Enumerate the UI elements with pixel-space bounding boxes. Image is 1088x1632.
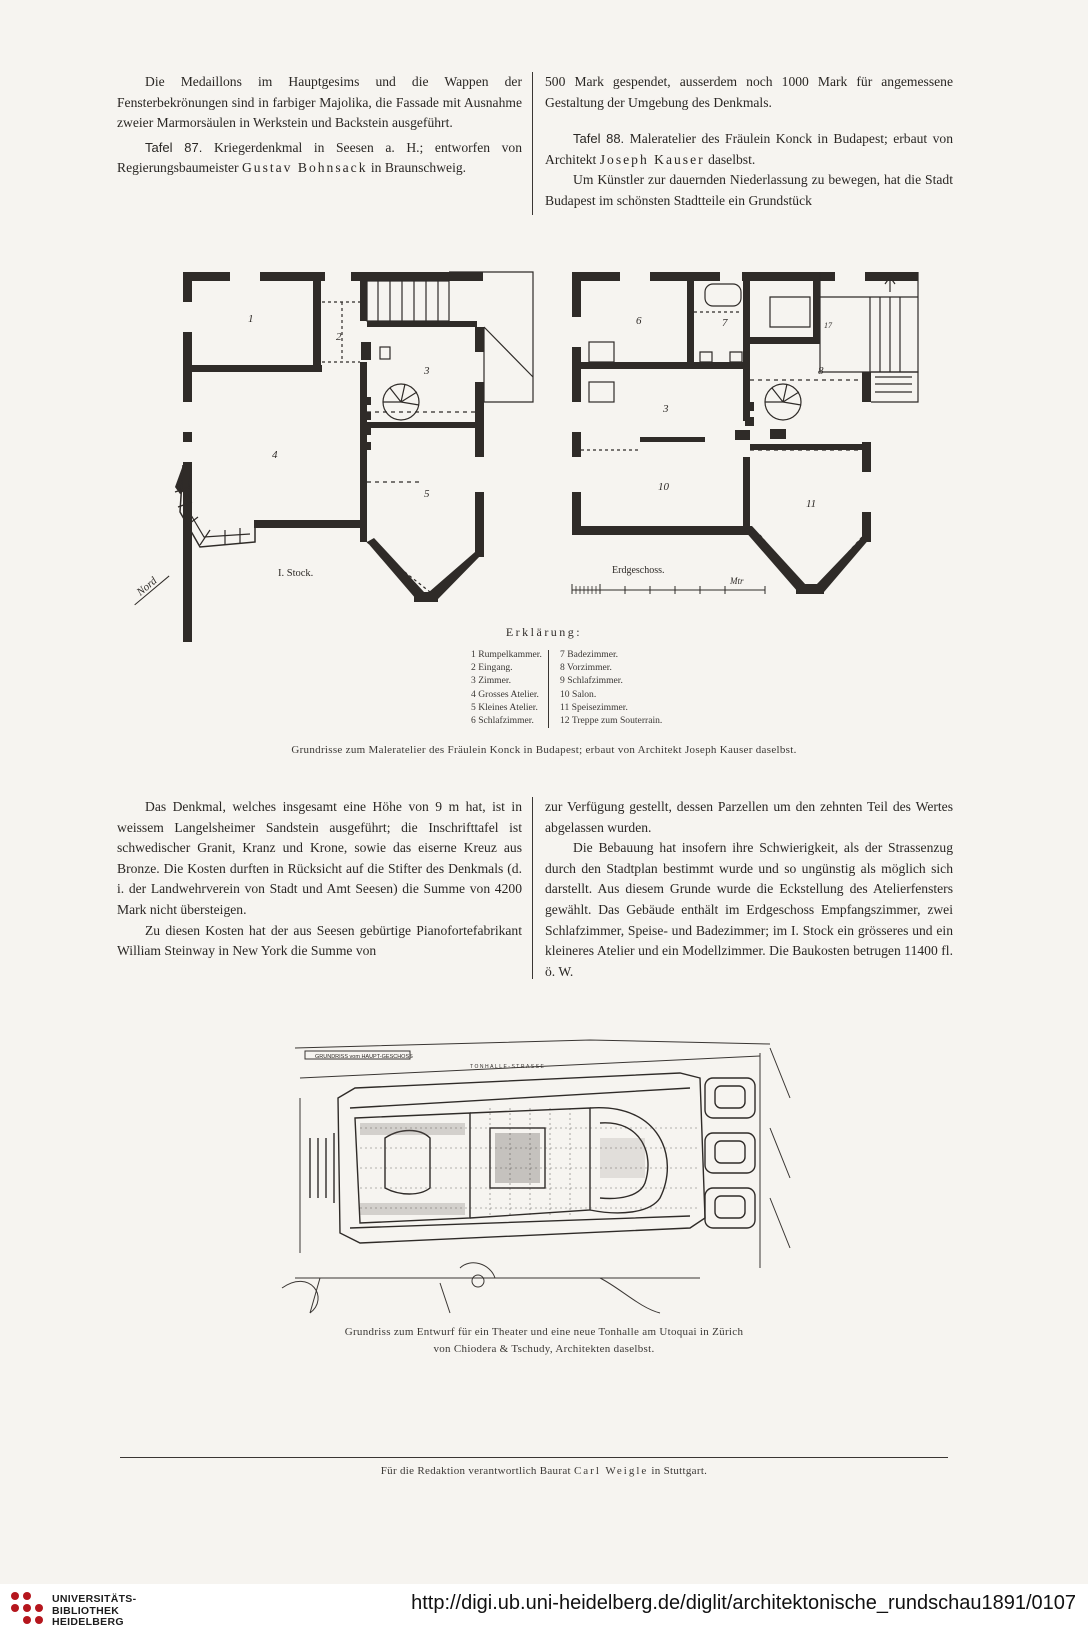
text: in Braunschweig.	[370, 160, 467, 176]
legend-item: 9 Schlafzimmer.	[560, 675, 623, 687]
middle-right-column	[545, 797, 953, 982]
room-number: 4	[272, 449, 278, 461]
paragraph: Die Bebauung hat insofern ihre Schwierigkeit, als der Strassenzug durch den Stadtplan bestimmt wurde und so ungünstig als möglich sich darstellt. Aus diesem Grunde wurde die Eckstellung des Atelierfensters gewählt. Das Gebäude enthält im Erdgeschoss Empfangszimmer, zwei Schlafzimmer, Speise- und Badezimmer; im I. Stock ein grösseres und ein kleineres Atelier und ein Modellzimmer. Die Baukosten betrugen 11400 fl. ö. W.	[545, 840, 953, 979]
plan-label: I. Stock.	[278, 568, 314, 579]
person-name: Carl Weigle	[573, 1465, 649, 1477]
legend-item: 12 Treppe zum Souterrain.	[560, 715, 663, 727]
person-name: Gustav Bohnsack	[241, 160, 368, 176]
room-number: 8	[818, 365, 824, 377]
logo-line: UNIVERSITÄTS-	[52, 1593, 137, 1605]
legend-item: 7 Badezimmer.	[560, 649, 619, 660]
room-number: 1	[248, 313, 254, 325]
floor-plans	[0, 262, 1088, 642]
person-name: Joseph Kauser	[599, 151, 705, 167]
paragraph	[117, 138, 522, 179]
paragraph	[545, 129, 953, 170]
legend-item: 8 Vorzimmer.	[560, 662, 612, 674]
logo-line: BIBLIOTHEK	[52, 1604, 120, 1617]
room-number: 10	[658, 481, 669, 493]
north-arrow	[127, 567, 169, 605]
legend-left	[471, 648, 542, 727]
paragraph: Die Medaillons im Hauptgesims und die Wappen der Fensterbekrönungen sind in farbiger Majolika, die Fassade mit Ausnahme zweier Marmorsäulen in Werkstein und Backstein ausgeführt.	[117, 74, 522, 131]
room-number: 6	[636, 315, 642, 327]
room-number: 7	[722, 317, 728, 329]
legend-item: 1 Rumpelkammer.	[471, 649, 542, 660]
paragraph: 500 Mark gespendet, ausserdem noch 1000 Mark für angemessene Gestaltung der Umgebung des Denkmals.	[545, 74, 953, 110]
top-left-column	[117, 72, 522, 179]
room-number: 17	[824, 321, 832, 330]
site-plan-caption-2: von Chiodera & Tschudy, Architekten daselbst.	[433, 1343, 655, 1355]
library-logo-icon	[8, 1589, 46, 1627]
footer-line	[0, 1465, 1088, 1477]
legend-item: 10 Salon.	[560, 688, 597, 700]
text: daselbst.	[708, 151, 756, 167]
room-number: 11	[806, 498, 817, 510]
room-number: 3	[663, 403, 669, 415]
room-number: 5	[424, 488, 430, 500]
text: Kriegerdenkmal in Seesen a. H.; entworfen von Regierungsbaumeister	[117, 139, 523, 176]
plate-label: Tafel 87.	[145, 139, 203, 155]
room-number: 3	[424, 365, 430, 377]
text: in Stuttgart.	[651, 1465, 708, 1477]
plate-label: Tafel 88.	[573, 131, 625, 147]
legend-divider	[548, 650, 549, 728]
plan-label: Erdgeschoss.	[612, 565, 665, 576]
scale-bar	[572, 576, 765, 594]
site-plan-caption-1: Grundriss zum Entwurf für ein Theater und eine neue Tonhalle am Utoquai in Zürich	[344, 1326, 744, 1338]
legend-item: 11 Speisezimmer.	[560, 701, 628, 713]
column-divider	[532, 72, 533, 215]
legend-title: Erklärung:	[505, 625, 583, 639]
legend-item: 5 Kleines Atelier.	[471, 701, 538, 713]
paragraph: Das Denkmal, welches insgesamt eine Höhe von 9 m hat, ist in weissem Langelsheimer Sandstein ausgeführt; die Inschrifttafel ist schwedischer Granit, Kranz und Krone, sowie das eiserne Kreuz aus Bronze. Die Kosten durften in Rücksicht auf die Stifter des Denkmals (d. i. der Landwehrverein von Stadt und Amt Seesen) die Summe von 4200 Mark nicht übersteigen.	[117, 799, 522, 917]
street-label: TONHALLE-STRASSE	[470, 1064, 546, 1070]
plans-caption: Grundrisse zum Maleratelier des Fräulein Konck in Budapest; erbaut von Architekt Joseph Kauser daselbst.	[291, 744, 797, 756]
site-plan	[0, 1038, 1088, 1318]
source-url-link[interactable]: http://digi.ub.uni-heidelberg.de/diglit/architektonische_rundschau1891/0107	[411, 1592, 1076, 1614]
paragraph: zur Verfügung gestellt, dessen Parzellen um den zehnten Teil des Wertes abgelassen wurden.	[545, 799, 953, 835]
room-number: 2	[336, 331, 342, 343]
column-divider	[532, 797, 533, 979]
scale-label: Mtr	[730, 576, 744, 586]
library-banner	[0, 1584, 1088, 1632]
text: Für die Redaktion verantwortlich Baurat	[380, 1465, 571, 1477]
library-name	[52, 1594, 136, 1629]
legend-right	[560, 648, 662, 727]
top-right-column	[545, 72, 953, 212]
paragraph: Zu diesen Kosten hat der aus Seesen gebürtige Pianofortefabrikant William Steinway in New York die Summe von	[117, 922, 522, 959]
legend-item: 4 Grosses Atelier.	[471, 688, 539, 700]
paragraph: Um Künstler zur dauernden Niederlassung zu bewegen, hat die Stadt Budapest im schönsten Stadtteile ein Grundstück	[545, 172, 953, 208]
legend-item: 6 Schlafzimmer.	[471, 715, 534, 727]
legend-item: 3 Zimmer.	[471, 675, 511, 687]
north-label: Nord	[134, 574, 160, 599]
middle-left-column	[117, 797, 522, 962]
footer-rule	[120, 1457, 948, 1458]
legend-item: 2 Eingang.	[471, 662, 513, 674]
logo-line: HEIDELBERG	[52, 1616, 124, 1628]
text: Maleratelier des Fräulein Konck in Budapest; erbaut von Architekt	[545, 131, 953, 167]
site-plan-title: GRUNDRISS vom HAUPT-GESCHOSS	[315, 1054, 413, 1060]
